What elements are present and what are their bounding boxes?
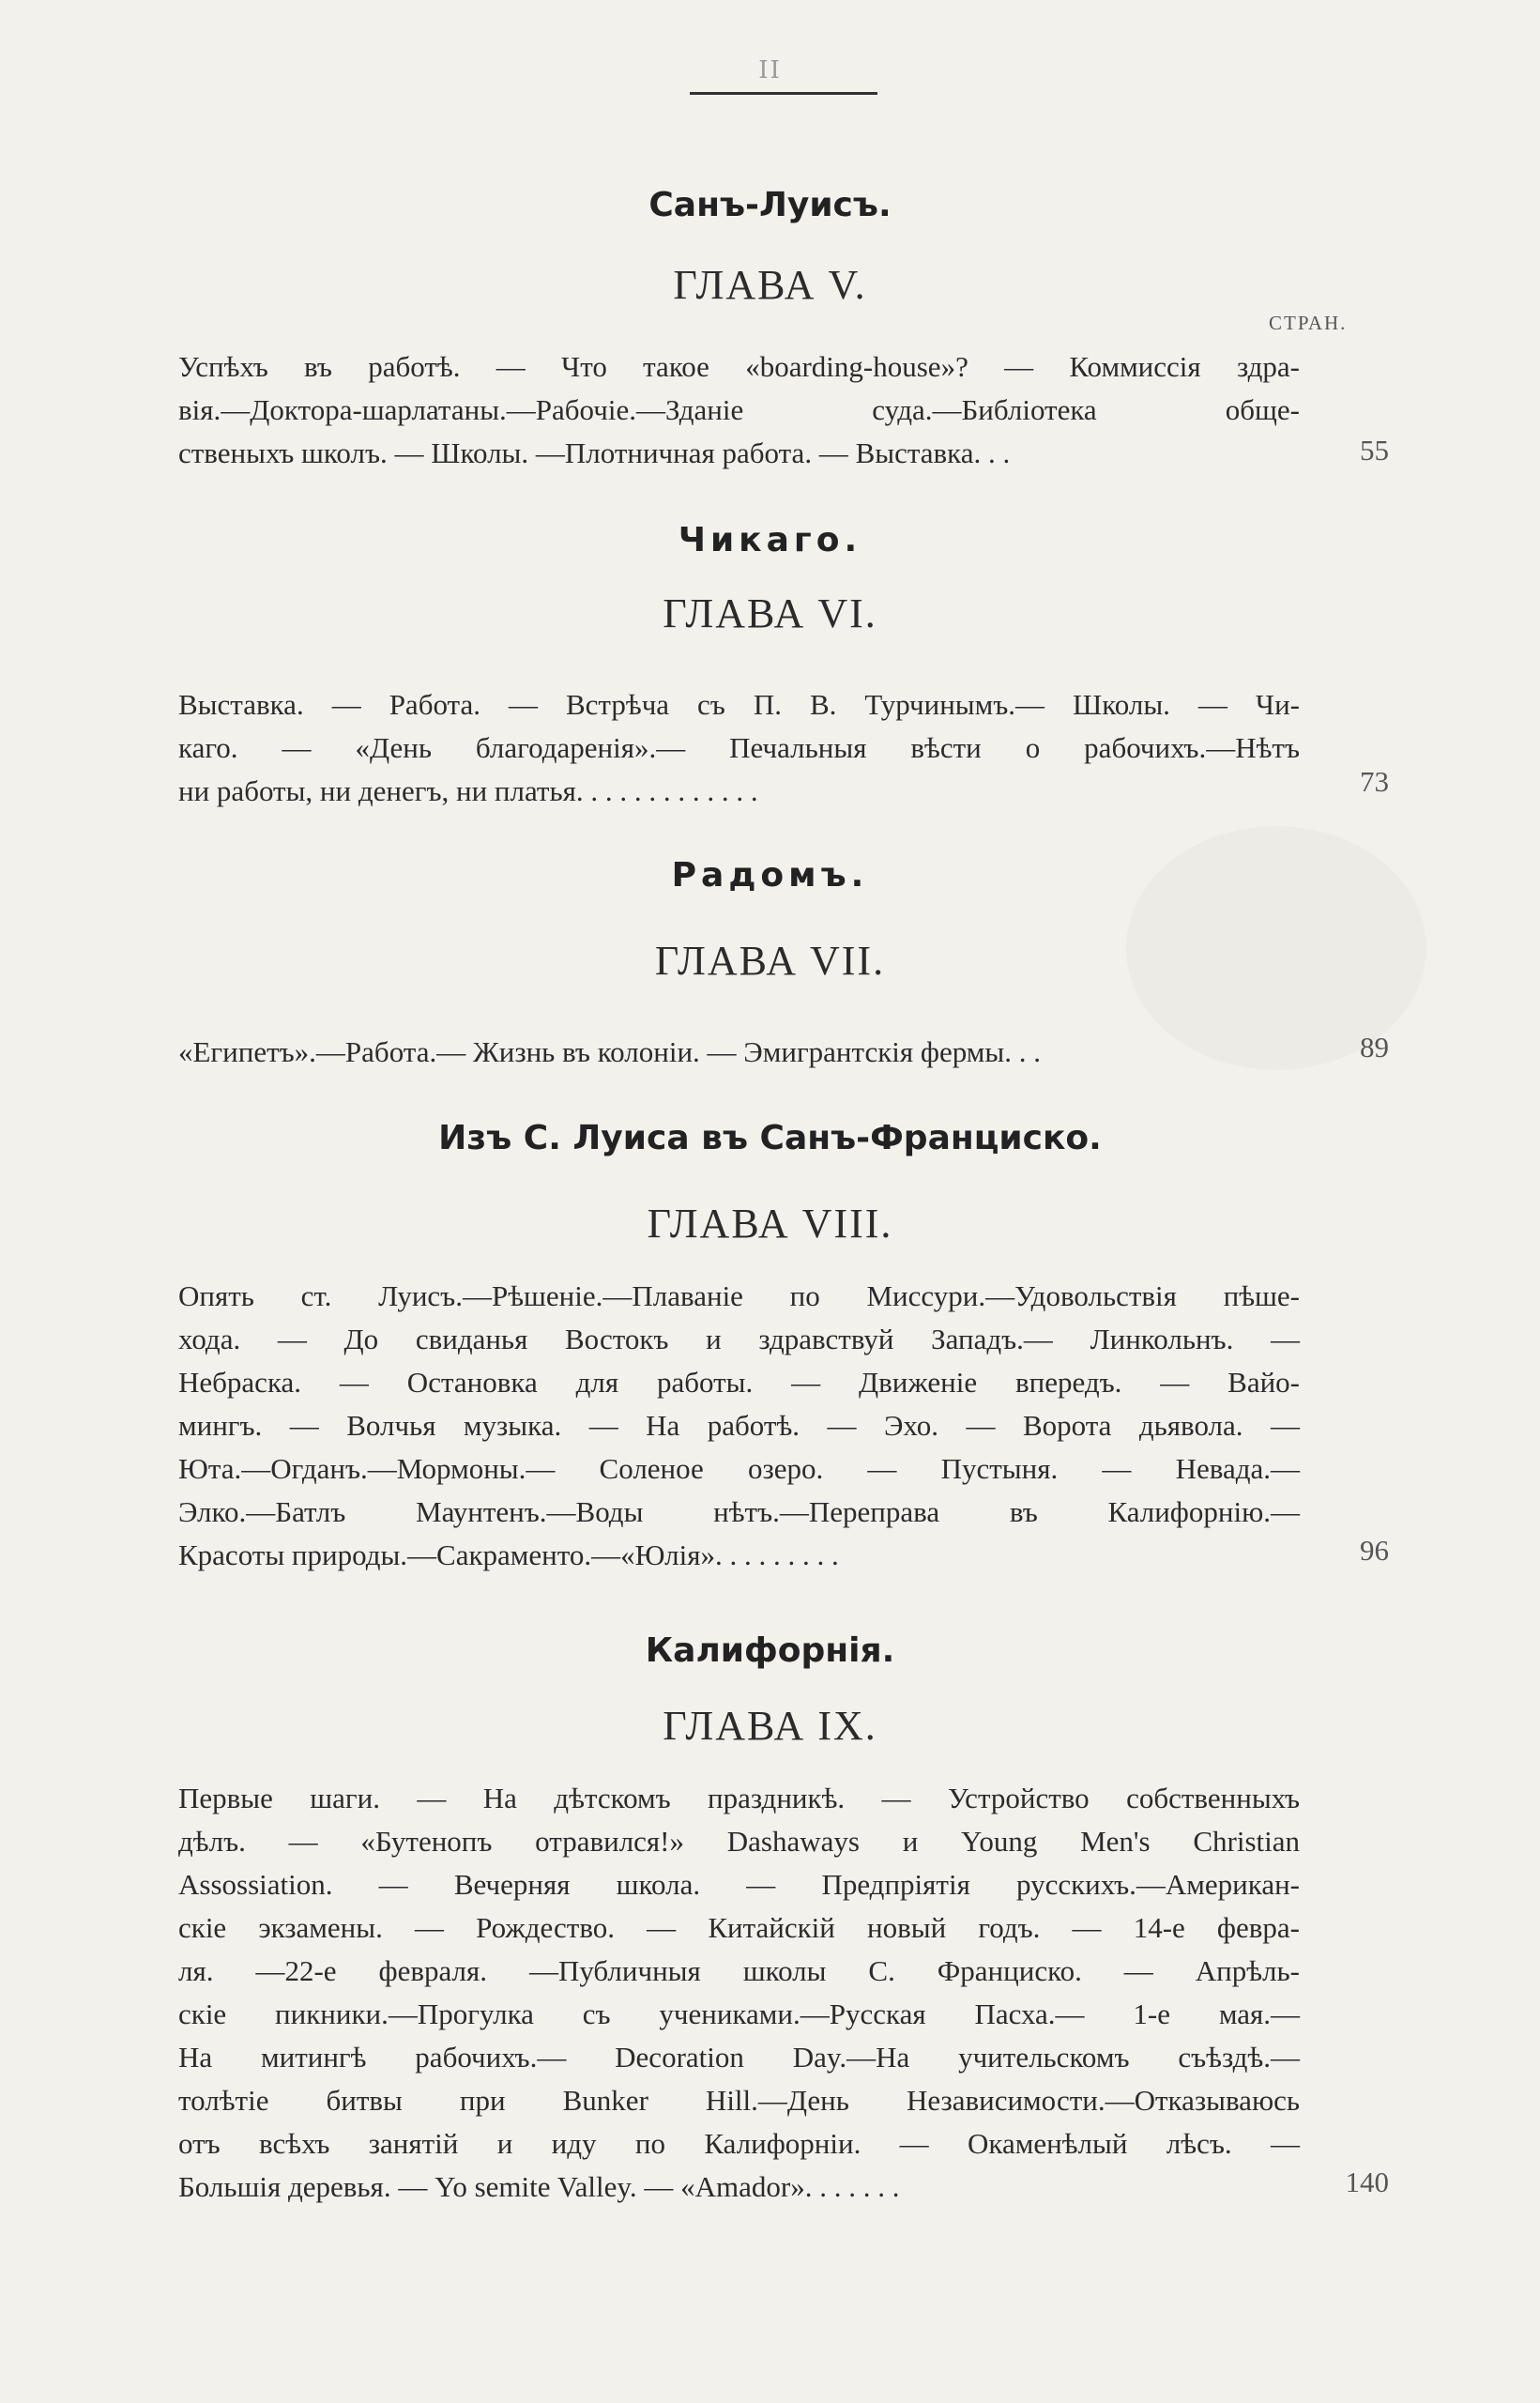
section-title-san-luis: Санъ-Луисъ. (648, 186, 892, 224)
contents-line: ля. —22-е февраля. —Публичныя школы С. Франциско. — Апрѣль- (178, 1954, 1300, 1987)
contents-line: скіе пикники.—Прогулка съ учениками.—Русская Пасха.— 1-е мая.— (178, 1997, 1300, 2030)
page-reference-vii: 89 (1360, 1031, 1389, 1064)
section-title-california: Калифорнія. (645, 1631, 895, 1670)
contents-line: Небраска. — Остановка для работы. — Движеніе впередъ. — Вайо- (178, 1366, 1300, 1399)
page-reference-viii: 96 (1360, 1534, 1389, 1567)
chapter-title-ix: ГЛАВА IX. (663, 1703, 877, 1749)
page-reference-v: 55 (1360, 434, 1389, 467)
page-number: II (758, 56, 782, 84)
contents-line: Опять ст. Луисъ.—Рѣшеніе.—Плаваніе по Миссури.—Удовольствія пѣше- (178, 1279, 1300, 1312)
contents-line: На митингѣ рабочихъ.— Decoration Day.—На учительскомъ съѣздѣ.— (178, 2041, 1300, 2074)
section-title-to-san-francisco: Изъ С. Луиса въ Санъ-Франциско. (438, 1119, 1102, 1157)
page-column-heading: СТРАН. (1269, 312, 1348, 334)
contents-line: Assossiation. — Вечерняя школа. — Предпріятія русскихъ.—Американ- (178, 1868, 1300, 1901)
contents-line: Успѣхъ въ работѣ. — Что такое «boarding-house»? — Коммиссія здра- (178, 350, 1300, 383)
section-title-chicago: Чикаго. (678, 521, 862, 559)
page-reference-vi: 73 (1360, 765, 1389, 798)
contents-line: ни работы, ни денегъ, ни платья. . . . . . . . . . . . . (178, 774, 758, 807)
chapter-title-viii: ГЛАВА VIII. (647, 1201, 893, 1247)
top-rule (690, 92, 877, 95)
chapter-ix-contents (178, 1777, 1300, 2209)
contents-line: толѣтіе битвы при Bunker Hill.—День Независимости.—Отказываюсь (178, 2084, 1300, 2117)
contents-line: Выставка. — Работа. — Встрѣча съ П. В. Турчинымъ.— Школы. — Чи- (178, 688, 1300, 721)
page-reference-ix: 140 (1345, 2166, 1389, 2198)
contents-line: Юта.—Огданъ.—Мормоны.— Соленое озеро. — Пустыня. — Невада.— (178, 1452, 1300, 1485)
contents-line: Красоты природы.—Сакраменто.—«Юлія». . . . . . . . . (178, 1538, 839, 1571)
chapter-vi-contents (178, 683, 1300, 813)
chapter-vii-contents (178, 1031, 1300, 1074)
contents-line: хода. — До свиданья Востокъ и здравствуй Западъ.— Линкольнъ. — (178, 1323, 1300, 1355)
contents-line: «Египетъ».—Работа.— Жизнь въ колоніи. — Эмигрантскія фермы. . . (178, 1035, 1041, 1068)
contents-line: мингъ. — Волчья музыка. — На работѣ. — Эхо. — Ворота дьявола. — (178, 1409, 1300, 1442)
contents-line: скіе экзамены. — Рождество. — Китайскій новый годъ. — 14-е февра- (178, 1911, 1300, 1944)
contents-line: отъ всѣхъ занятій и иду по Калифорніи. — Окаменѣлый лѣсъ. — (178, 2127, 1300, 2160)
contents-line: Элко.—Батлъ Маунтенъ.—Воды нѣтъ.—Переправа въ Калифорнію.— (178, 1495, 1300, 1528)
chapter-title-v: ГЛАВА V. (673, 262, 867, 308)
chapter-v-contents (178, 345, 1300, 475)
contents-line: ственыхъ школъ. — Школы. —Плотничная работа. — Выставка. . . (178, 436, 1011, 469)
chapter-viii-contents (178, 1275, 1300, 1577)
contents-line: Большія деревья. — Yo semite Valley. — «Amador». . . . . . . (178, 2170, 900, 2203)
contents-line: Первые шаги. — На дѣтскомъ праздникѣ. — Устройство собственныхъ (178, 1782, 1300, 1814)
contents-line: каго. — «День благодаренія».— Печальныя вѣсти о рабочихъ.—Нѣтъ (178, 731, 1300, 764)
contents-line: дѣлъ. — «Бутенопъ отравился!» Dashaways и Young Men's Christian (178, 1825, 1300, 1858)
chapter-title-vi: ГЛАВА VI. (663, 590, 877, 636)
chapter-title-vii: ГЛАВА VII. (654, 938, 886, 984)
contents-line: вія.—Доктора-шарлатаны.—Рабочіе.—Зданіе суда.—Библіотека обще- (178, 393, 1300, 426)
section-title-radom: Радомъ. (671, 856, 869, 895)
